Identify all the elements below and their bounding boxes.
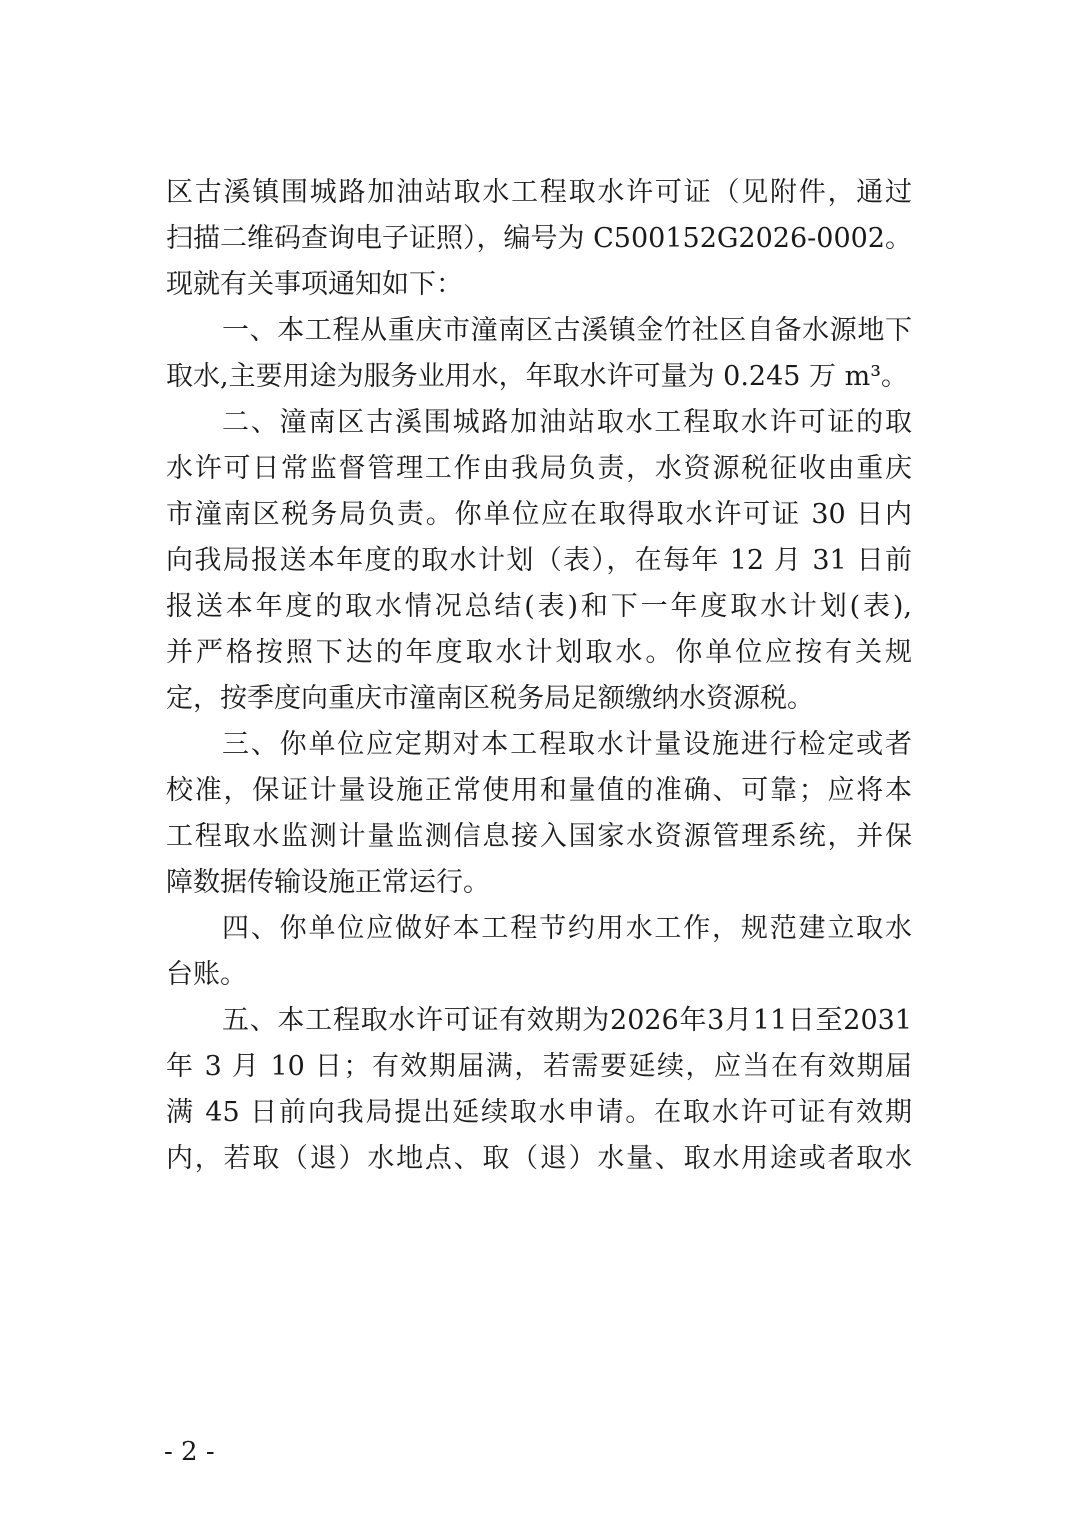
- page-number: - 2 -: [164, 1437, 215, 1467]
- text-line: 工程取水监测计量监测信息接入国家水资源管理系统，并保: [166, 821, 912, 852]
- text-line: 校准，保证计量设施正常使用和量值的准确、可靠；应将本: [166, 775, 912, 806]
- text-line: 满 45 日前向我局提出延续取水申请。在取水许可证有效期: [166, 1097, 912, 1128]
- text-line: 三、你单位应定期对本工程取水计量设施进行检定或者: [222, 729, 912, 760]
- text-line: 内，若取（退）水地点、取（退）水量、取水用途或者取水: [166, 1143, 912, 1174]
- text-line: 报送本年度的取水情况总结(表)和下一年度取水计划(表),: [166, 591, 912, 622]
- text-line: 一、本工程从重庆市潼南区古溪镇金竹社区自备水源地下: [222, 315, 912, 346]
- text-line: 并严格按照下达的年度取水计划取水。你单位应按有关规: [166, 637, 912, 668]
- document-body: [166, 170, 912, 1182]
- text-line: 市潼南区税务局负责。你单位应在取得取水许可证 30 日内: [166, 499, 912, 530]
- text-line: 现就有关事项通知如下：: [166, 269, 463, 300]
- text-line: 区古溪镇围城路加油站取水工程取水许可证（见附件，通过: [166, 177, 912, 208]
- text-line: 水许可日常监督管理工作由我局负责，水资源税征收由重庆: [166, 453, 912, 484]
- text-line: 台账。: [166, 959, 247, 990]
- text-line: 二、潼南区古溪围城路加油站取水工程取水许可证的取: [222, 407, 912, 438]
- text-line: 定，按季度向重庆市潼南区税务局足额缴纳水资源税。: [166, 683, 814, 714]
- text-line: 年 3 月 10 日；有效期届满，若需要延续，应当在有效期届: [166, 1051, 912, 1082]
- text-line: 向我局报送本年度的取水计划（表），在每年 12 月 31 日前: [166, 545, 912, 576]
- text-line: 四、你单位应做好本工程节约用水工作，规范建立取水: [222, 913, 912, 944]
- text-line: 扫描二维码查询电子证照），编号为 C500152G2026-0002。: [166, 223, 912, 254]
- text-line: 障数据传输设施正常运行。: [166, 867, 490, 898]
- text-line: 取水,主要用途为服务业用水，年取水许可量为 0.245 万 m³。: [166, 361, 909, 392]
- text-line: 五、本工程取水许可证有效期为2026年3月11日至2031: [222, 1005, 912, 1036]
